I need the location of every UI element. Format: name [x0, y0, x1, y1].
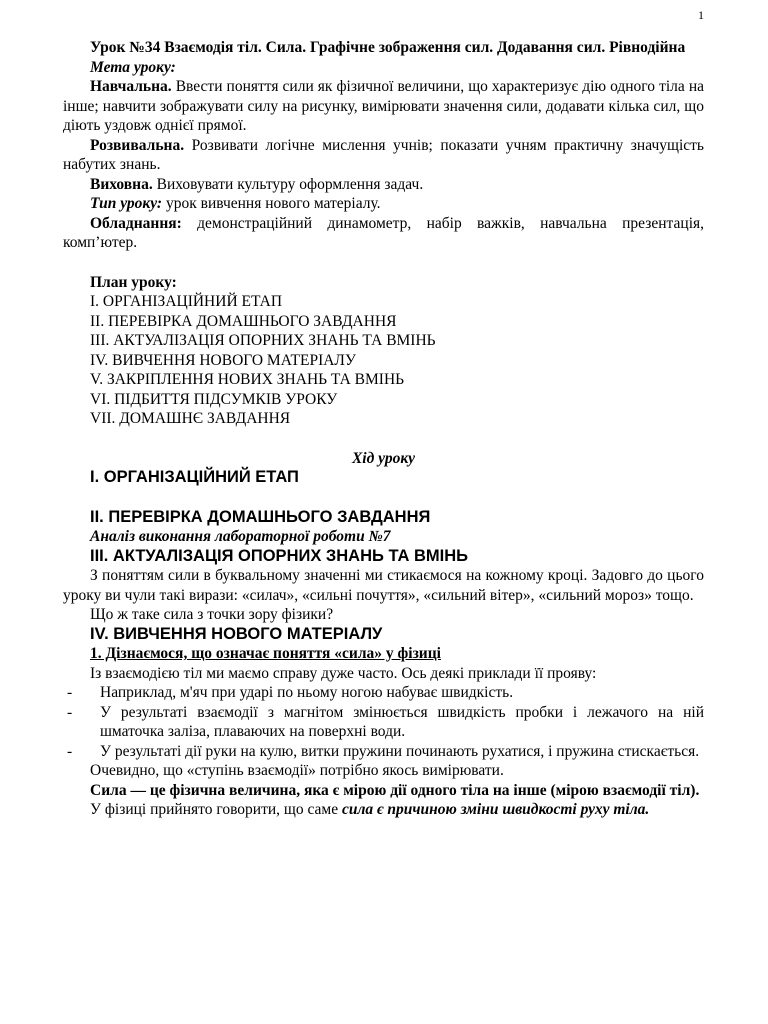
plan-item: I. ОРГАНІЗАЦІЙНИЙ ЕТАП	[90, 293, 283, 310]
section-4-conclusion	[63, 800, 704, 820]
equipment	[63, 214, 704, 253]
section-2-heading: II. ПЕРЕВІРКА ДОМАШНЬОГО ЗАВДАННЯ	[90, 507, 431, 526]
equipment-text: демонстраційний динамометр, набір важків, навчальна презентація, комп’ютер.	[63, 214, 704, 251]
goal-developing-label: Розвивальна.	[90, 136, 185, 154]
plan-item: III. АКТУАЛІЗАЦІЯ ОПОРНИХ ЗНАНЬ ТА ВМІНЬ	[90, 332, 436, 349]
section-4-heading: IV. ВИВЧЕННЯ НОВОГО МАТЕРІАЛУ	[90, 624, 383, 643]
goal-teaching	[63, 77, 704, 136]
section-1-heading: I. ОРГАНІЗАЦІЙНИЙ ЕТАП	[90, 468, 299, 486]
section-4-intro: Із взаємодією тіл ми маємо справу дуже часто. Ось деякі приклади її прояву:	[90, 664, 597, 682]
lesson-type-text: урок вивчення нового матеріалу.	[162, 195, 381, 212]
examples-list	[63, 683, 704, 761]
list-item: - У результаті взаємодії з магнітом змінюється швидкість пробки і лежачого на ній шматочка заліза, плаваючих на поверхні води.	[63, 703, 704, 742]
lesson-title: Урок №34 Взаємодія тіл. Сила. Графічне зображення сил. Додавання сил. Рівнодійна	[90, 39, 686, 56]
conclusion-emphasis: сила є причиною зміни швидкості руху тіла.	[341, 801, 650, 818]
goal-upbringing-text: Виховувати культуру оформлення задач.	[152, 175, 424, 193]
spacer	[63, 253, 704, 273]
force-definition: Сила — це фізична величина, яка є мірою дії одного тіла на інше (мірою взаємодії тіл).	[90, 781, 700, 799]
plan-item: VI. ПІДБИТТЯ ПІДСУМКІВ УРОКУ	[90, 390, 338, 408]
plan-list	[63, 292, 704, 429]
list-item: - Наприклад, м'яч при ударі по ньому ногою набуває швидкість.	[63, 683, 704, 703]
lesson-progress-heading: Хід уроку	[351, 449, 416, 467]
page-number: 1	[698, 8, 704, 22]
section-3-heading: III. АКТУАЛІЗАЦІЯ ОПОРНИХ ЗНАНЬ ТА ВМІНЬ	[90, 546, 469, 565]
list-item: - У результаті дії руки на кулю, витки пружини починають рухатися, і пружина стискається.	[63, 742, 704, 762]
plan-label: План уроку:	[90, 273, 177, 291]
section-4-subheading: 1. Дізнаємося, що означає поняття «сила» у фізиці	[90, 645, 441, 662]
plan-item: VII. ДОМАШНЄ ЗАВДАННЯ	[90, 410, 291, 427]
plan-item: II. ПЕРЕВІРКА ДОМАШНЬОГО ЗАВДАННЯ	[90, 312, 397, 330]
section-2-subheading: Аналіз виконання лабораторної роботи №7	[90, 528, 391, 545]
conclusion-text: У фізиці прийнято говорити, що саме	[90, 801, 342, 818]
lesson-type	[63, 194, 704, 214]
section-3-question: Що ж таке сила з точки зору фізики?	[90, 606, 334, 623]
spacer	[63, 488, 704, 508]
equipment-label: Обладнання:	[90, 214, 182, 232]
goal-developing-text: Розвивати логічне мислення учнів; показати учням практичну значущість набутих знань.	[63, 136, 704, 173]
goal-teaching-label: Навчальна.	[90, 78, 172, 95]
plan-item: IV. ВИВЧЕННЯ НОВОГО МАТЕРІАЛУ	[90, 351, 356, 369]
goal-teaching-text: Ввести поняття сили як фізичної величини, що характеризує дію одного тіла на інше; навчити зображувати силу на рисунку, вимірювати значення сили, додавати кілька сил, що діють уздовж однієї прямої.	[63, 78, 704, 134]
goal-upbringing-label: Виховна.	[90, 175, 153, 193]
section-3-paragraph: З поняттям сили в буквальному значенні ми стикаємося на кожному кроці. Задовго до цього уроку ви чули такі вирази: «силач», «сильні почуття», «сильний вітер», «сильний мороз» тощо.	[63, 567, 704, 604]
goal-developing	[63, 136, 704, 175]
goals-label: Мета уроку:	[90, 58, 176, 76]
lesson-type-label: Тип уроку:	[90, 195, 163, 212]
plan-item: V. ЗАКРІПЛЕННЯ НОВИХ ЗНАНЬ ТА ВМІНЬ	[90, 371, 405, 388]
spacer	[63, 429, 704, 449]
section-4-paragraph: Очевидно, що «ступінь взаємодії» потрібно якось вимірювати.	[90, 762, 504, 779]
goal-upbringing	[63, 175, 704, 195]
document-content	[63, 38, 704, 820]
